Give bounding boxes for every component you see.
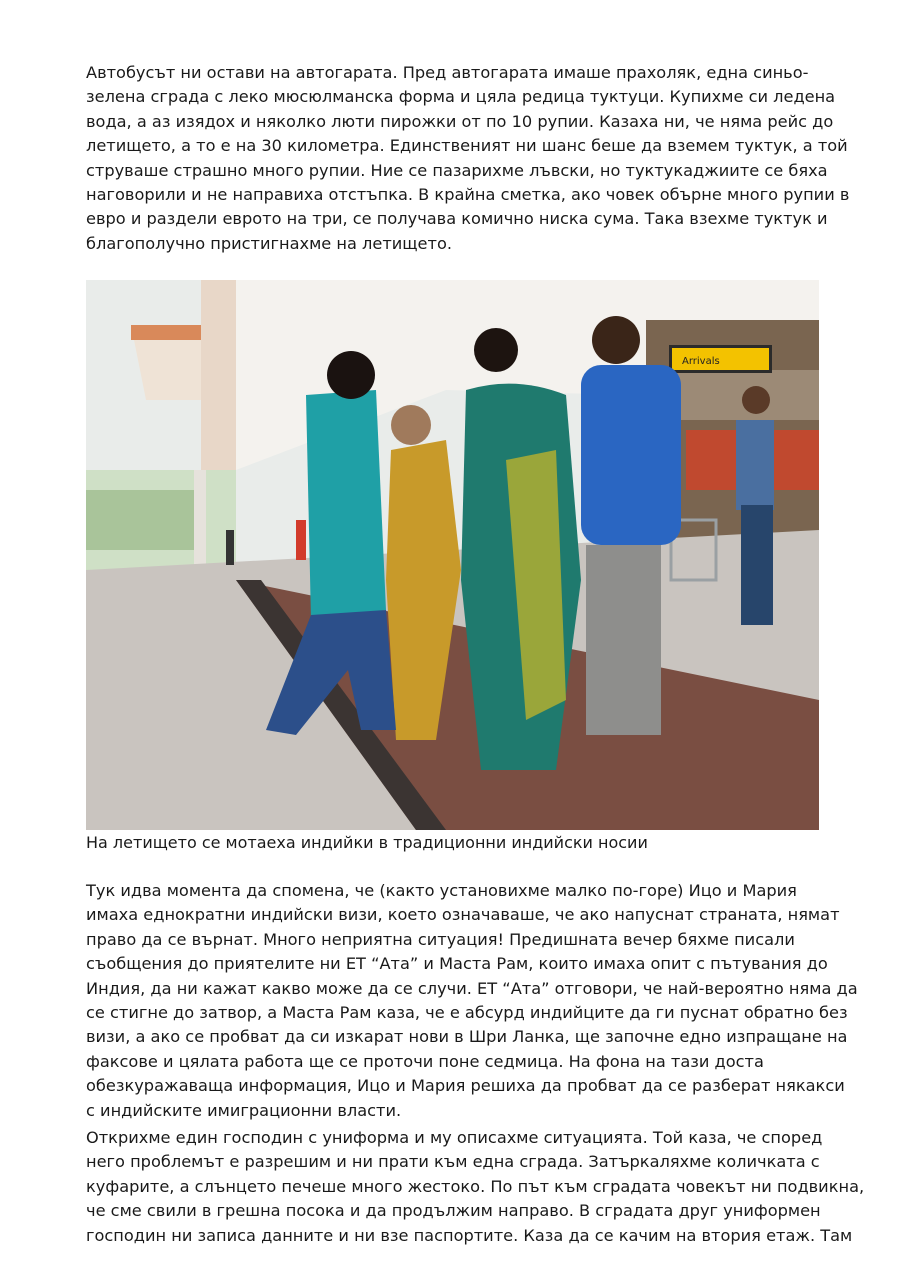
text-line: право да се върнат. Много неприятна ситуация! Предишната вечер бяхме писали [86,929,795,949]
text-line: съобщения до приятелите ни ЕТ “Ата” и Маста Рам, които имаха опит с пътувания до [86,954,828,974]
text-line: визи, а ако се пробват да си изкарат нови в Шри Ланка, ще започне едно изпращане на [86,1027,848,1047]
text-line: с индийските имиграционни власти. [86,1100,402,1120]
text-line: наговорили и не направиха отстъпка. В крайна сметка, ако човек обърне много рупии в [86,185,850,205]
text-line: летището, а то е на 30 километра. Единственият ни шанс беше да вземем туктук, а той [86,136,848,156]
text-line: куфарите, а слънцето печеше много жестоко. По път към сградата човекът ни подвикна, [86,1176,865,1196]
text-line: Автобусът ни остави на автогарата. Пред автогарата имаше прахоляк, една синьо- [86,63,809,82]
text-line: зелена сграда с леко мюсюлманска форма и цяла редица туктуци. Купихме си ледена [86,87,836,107]
text-line: струваше страшно много рупии. Ние се пазарихме лъвски, но туктукаджиите се бяха [86,160,828,180]
text-line: Открихме един господин с униформа и му описахме ситуацията. Той каза, че според [86,1128,823,1147]
photo-caption: На летището се мотаеха индийки в традиционни индийски носии [86,833,648,852]
airport-photo [86,280,819,830]
text-line: имаха еднократни индийски визи, което означаваше, че ако напуснат страната, нямат [86,905,840,925]
text-line: господин ни записа данните и ни взе паспортите. Каза да се качим на втория етаж. Там [86,1225,853,1245]
text-line: вода, а аз изядох и няколко люти пирожки от по 10 рупии. Казаха ни, че няма рейс до [86,111,834,131]
text-line: него проблемът е разрешим и ни прати към една сграда. Затъркаляхме количката с [86,1152,820,1172]
paragraph-1 [86,61,850,256]
text-line: евро и раздели еврото на три, се получава комично ниска сума. Така взехме туктук и [86,209,828,229]
text-line: Тук идва момента да спомена, че (както установихме малко по-горе) Ицо и Мария [86,881,797,900]
paragraph-2 [86,879,858,1123]
paragraph-3 [86,1126,865,1248]
text-line: се стигне до затвор, а Маста Рам каза, че е абсурд индийците да ги пуснат обратно без [86,1003,848,1023]
text-line: Индия, да ни кажат какво може да се случи. ЕТ “Ата” отговори, че най-вероятно няма да [86,978,858,998]
text-line: обезкуражаваща информация, Ицо и Мария решиха да пробват да се разберат някакси [86,1076,845,1096]
text-line: благополучно пристигнахме на летището. [86,233,452,253]
text-line: факсове и цялата работа ще се проточи поне седмица. На фона на тази доста [86,1051,764,1071]
text-line: че сме свили в грешна посока и да продължим направо. В сградата друг униформен [86,1201,821,1221]
sign-text: Arrivals [682,356,720,367]
